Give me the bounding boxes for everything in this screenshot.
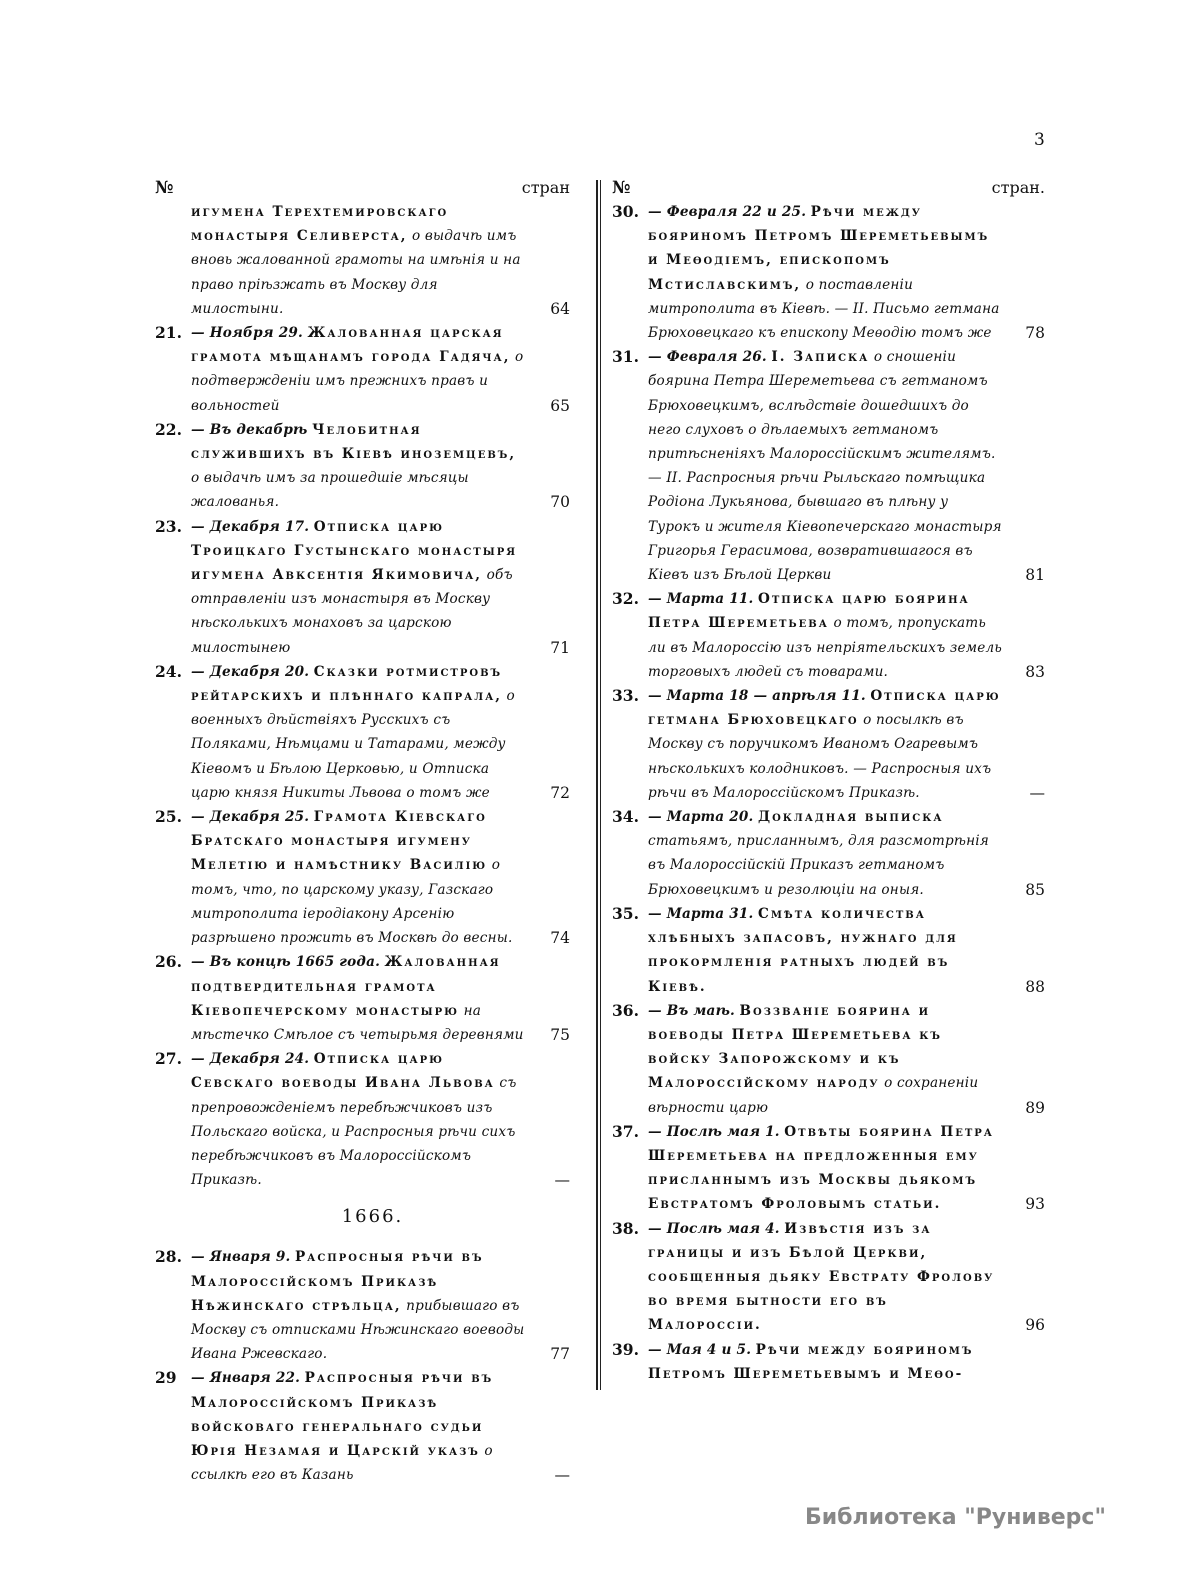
entry-number: 29: [155, 1368, 177, 1388]
entry-date: — Марта 11.: [648, 591, 754, 608]
year-heading: 1666.: [341, 1206, 404, 1228]
entry-page: —: [554, 1171, 570, 1190]
entry-description: о томъ, что, по царскому указу, Газскаго митрополита іеродіакону Арсенію разрѣшено прожить въ Москвѣ до весны.: [191, 857, 513, 947]
toc-entry: [612, 902, 1045, 999]
entry-page: 71: [550, 638, 570, 657]
entries: [612, 200, 1045, 1386]
toc-entry: [155, 1047, 570, 1192]
number-column-label: №: [155, 178, 174, 198]
entry-number: 38.: [612, 1218, 639, 1238]
entry-text: [648, 684, 1003, 805]
entry-date: — Декабря 24.: [191, 1051, 310, 1068]
entry-text: [648, 1120, 1003, 1217]
entry-title: I. Записка: [771, 349, 870, 366]
entry-page: 85: [1025, 880, 1045, 899]
entry-page: 75: [550, 1025, 570, 1044]
entry-title: Сказки ротмистровъ рейтарскихъ и плѣннаго капрала,: [191, 663, 503, 705]
entry-number: 30.: [612, 202, 639, 221]
entry-title: игумена Терехтемировскаго монастыря Селиверста,: [191, 204, 449, 245]
entry-title: Жалованная подтвердительная грамота Кіевопечерскому монастырю: [191, 954, 501, 1019]
entry-number: 39.: [612, 1339, 639, 1359]
entry-description: о сохраненіи вѣрности царю: [648, 1075, 979, 1116]
toc-entry: [612, 999, 1045, 1120]
toc-entry: [612, 684, 1045, 805]
toc-entry: [155, 200, 570, 321]
toc-entry: [612, 345, 1045, 587]
entry-title: Рѣчи между бояриномъ Петромъ Шереметьевымъ и Меѳо-: [648, 1341, 974, 1382]
entry-page: 70: [550, 493, 570, 512]
toc-entry: [612, 200, 1045, 345]
entry-number: 35.: [612, 903, 639, 923]
entry-text: [191, 660, 528, 805]
toc-column-right: [612, 176, 1045, 1386]
toc-entry: [155, 660, 570, 805]
entry-date: — Въ маѣ.: [648, 1002, 735, 1019]
entry-text: [191, 515, 528, 660]
entry-text: [648, 805, 1003, 902]
entry-page: 96: [1025, 1316, 1045, 1335]
entry-description: статьямъ, присланнымъ, для разсмотрѣнія въ Малороссійскій Приказъ гетманомъ Брюховецкимъ и резолюціи на оныя.: [648, 833, 989, 898]
entry-title: Челобитная служившихъ въ Кіевѣ иноземцевъ,: [191, 421, 517, 463]
entry-page: 74: [550, 929, 570, 948]
entry-title: Докладная выписка: [758, 809, 944, 826]
column-header: [155, 176, 570, 200]
toc-entry: [155, 321, 570, 418]
entry-page: 88: [1025, 977, 1045, 996]
entry-description: о сношеніи боярина Петра Шереметьева съ гетманомъ Брюховецкимъ, вслѣдствіе дошедшихъ до него слуховъ о дѣлаемыхъ гетманомъ притѣсненіяхъ Малороссійскимъ жителямъ. — II. Распросныя рѣчи Рыльскаго помѣщика Родіона Лукьянова, бывшаго въ плѣну у Турокъ и жителя Кіевопечерскаго монастыря Григорья Герасимова, возвратившагося въ Кіевъ изъ Бѣлой Церкви: [648, 349, 1002, 584]
entry-page: 64: [550, 299, 570, 318]
toc-entry: [155, 1245, 570, 1366]
entry-page: 93: [1025, 1195, 1045, 1214]
entry-date: — Послѣ мая 1.: [648, 1123, 780, 1140]
entry-number: 33.: [612, 686, 639, 706]
entries-before-year: [155, 200, 570, 1192]
entry-date: — Въ декабрѣ: [191, 421, 308, 438]
entry-date: — Въ концѣ 1665 года.: [191, 954, 381, 971]
entries-after-year: [155, 1245, 570, 1487]
entry-number: 27.: [155, 1049, 182, 1069]
entry-date: — Марта 20.: [648, 809, 754, 826]
toc-entry: [155, 418, 570, 515]
entry-title: Отписка царю боярина Петра Шереметьева: [648, 591, 970, 632]
entry-date: — Мая 4 и 5.: [648, 1341, 752, 1358]
entry-page: —: [554, 1466, 570, 1485]
entry-date: — Декабря 25.: [191, 809, 310, 826]
entry-description: съ препровожденіемъ перебѣжчиковъ изъ Польскаго войска, и Распросныя рѣчи сихъ перебѣжчиковъ въ Малороссійскомъ Приказѣ.: [191, 1075, 517, 1189]
entry-text: [648, 1338, 1003, 1386]
entry-title: Отписка царю Троицкаго Густынскаго монастыря игумена Авксентія Якимовича,: [191, 518, 518, 584]
entry-title: Отписка царю Севскаго воеводы Ивана Львова: [191, 1051, 495, 1092]
entry-text: [191, 805, 528, 950]
entry-date: — Февраля 26.: [648, 349, 767, 366]
entry-description: о выдачѣ имъ вновь жалованной грамоты на имѣнія и на право пріѣзжать въ Москву для милостыни.: [191, 228, 521, 317]
toc-entry: [612, 1120, 1045, 1217]
entry-page: 72: [550, 783, 570, 802]
page-column-label: стран: [521, 178, 570, 197]
entry-title: Отвѣты боярина Петра Шереметьева на предложенныя ему присланнымъ изъ Москвы дьякомъ Евстратомъ Фроловымъ статьи.: [648, 1123, 994, 1213]
entry-page: 89: [1025, 1098, 1045, 1117]
entry-text: [191, 1245, 528, 1366]
entry-title: Рѣчи между бояриномъ Петромъ Шереметьевымъ и Меѳодіемъ, епископомъ Мстиславскимъ,: [648, 204, 990, 293]
entry-description: о подтвержденіи имъ прежнихъ правъ и вольностей: [191, 349, 524, 414]
toc-entry: [155, 950, 570, 1047]
entry-date: — Января 9.: [191, 1249, 291, 1266]
toc-entry: [612, 805, 1045, 902]
entry-page: 65: [550, 396, 570, 415]
entry-description: о ссылкѣ его въ Казань: [191, 1442, 493, 1484]
entry-title: Воззваніе боярина и воеводы Петра Шереметьева къ войску Запорожскому и къ Малороссійскому народу: [648, 1002, 942, 1092]
entry-number: 25.: [155, 807, 182, 827]
entry-date: — Марта 18 — апрѣля 11.: [648, 688, 866, 705]
entry-text: [191, 950, 528, 1047]
entry-description: объ отправленіи изъ монастыря въ Москву нѣсколькихъ монаховъ за царскою милостынею: [191, 567, 513, 656]
entry-description: о военныхъ дѣйствіяхъ Русскихъ съ Поляками, Нѣмцами и Татарами, между Кіевомъ и Бѣлою Церковью, и Отписка царю князя Никиты Львова о томъ же: [191, 688, 515, 801]
entry-page: 78: [1025, 324, 1045, 343]
entry-title: Отписка царю гетмана Брюховецкаго: [648, 688, 1001, 729]
entry-number: [155, 200, 191, 321]
entry-date: — Декабря 17.: [191, 518, 310, 535]
entry-description: о выдачѣ имъ за прошедшіе мѣсяцы жалованья.: [191, 470, 469, 511]
column-header: [612, 176, 1045, 200]
entry-text: [191, 200, 528, 321]
entry-page: 83: [1025, 662, 1045, 681]
entry-text: [648, 902, 1003, 999]
entry-number: 34.: [612, 807, 639, 827]
entry-number: 21.: [155, 323, 182, 343]
entry-title: Смѣта количества хлѣбныхъ запасовъ, нужнаго для прокормленія ратныхъ людей въ Кіевѣ.: [648, 905, 958, 995]
column-divider: [596, 180, 601, 1390]
entry-date: — Февраля 22 и 25.: [648, 204, 807, 220]
toc-entry: [155, 805, 570, 950]
entry-number: 37.: [612, 1121, 639, 1141]
entry-page: —: [1029, 783, 1045, 802]
toc-entry: [612, 1217, 1045, 1338]
toc-column-left: [155, 176, 570, 1487]
entry-date: — Послѣ мая 4.: [648, 1220, 780, 1237]
entry-text: [191, 321, 528, 418]
entry-title: Грамота Кіевскаго Братскаго монастыря игумену Мелетію и намѣстнику Василію: [191, 809, 488, 874]
page-number: 3: [1034, 130, 1045, 150]
entry-description: прибывшаго въ Москву съ отписками Нѣжинскаго воеводы Ивана Ржевскаго.: [191, 1297, 525, 1363]
entry-text: [191, 1366, 528, 1487]
entry-text: [191, 1047, 528, 1192]
entry-description: о поставленіи митрополита въ Кіевѣ. — II. Письмо гетмана Брюховецкаго къ епископу Меѳодію томъ же: [648, 276, 1000, 342]
toc-entry: [155, 1366, 570, 1487]
entry-text: [191, 418, 528, 515]
entry-page: 77: [550, 1345, 570, 1364]
number-column-label: №: [612, 178, 631, 198]
entry-description: на мѣстечко Смѣлое съ четырьмя деревнями: [191, 1002, 524, 1043]
entry-number: 28.: [155, 1247, 182, 1267]
entry-page: 81: [1025, 566, 1045, 585]
entry-date: — Марта 31.: [648, 905, 754, 922]
toc-entry: [612, 587, 1045, 684]
entry-number: 31.: [612, 347, 639, 367]
page-column-label: стран.: [991, 178, 1045, 197]
entry-date: — Ноября 29.: [191, 325, 303, 342]
entry-text: [648, 999, 1003, 1120]
entry-text: [648, 1217, 1003, 1338]
entry-text: [648, 587, 1003, 684]
entry-title: Распросныя рѣчи въ Малороссійскомъ Приказѣ войсковаго генеральнаго судьи Юрія Незамая и Царскій указъ: [191, 1370, 494, 1459]
entry-title: Извѣстія изъ за границы и изъ Бѣлой Церкви, сообщенныя дьяку Евстрату Фролову во время бытности его въ Малороссіи.: [648, 1220, 995, 1334]
toc-entry: [612, 1338, 1045, 1386]
entry-description: о посылкѣ въ Москву съ поручикомъ Иваномъ Огаревымъ нѣсколькихъ колодниковъ. — Распросныя ихъ рѣчи въ Малороссійскомъ Приказѣ.: [648, 712, 992, 801]
entry-title: Распросныя рѣчи въ Малороссійскомъ Приказѣ Нѣжинскаго стрѣльца,: [191, 1249, 484, 1314]
entry-date: — Декабря 20.: [191, 663, 310, 680]
entry-number: 24.: [155, 661, 182, 681]
entry-number: 22.: [155, 419, 182, 439]
library-watermark: Библиотека "Руниверс": [805, 1505, 1106, 1530]
entry-description: о томъ, пропускать ли въ Малороссію изъ непріятельскихъ земель торговыхъ людей съ товарами.: [648, 615, 1002, 680]
entry-date: — Января 22.: [191, 1370, 301, 1387]
entry-number: 26.: [155, 952, 182, 972]
entry-number: 36.: [612, 1000, 639, 1020]
toc-entry: [155, 515, 570, 660]
entry-text: [648, 345, 1003, 587]
entry-number: 32.: [612, 589, 639, 609]
entry-text: [648, 200, 1003, 345]
entry-title: Жалованная царская грамота мѣщанамъ города Гадяча,: [191, 325, 511, 366]
entry-number: 23.: [155, 516, 182, 536]
